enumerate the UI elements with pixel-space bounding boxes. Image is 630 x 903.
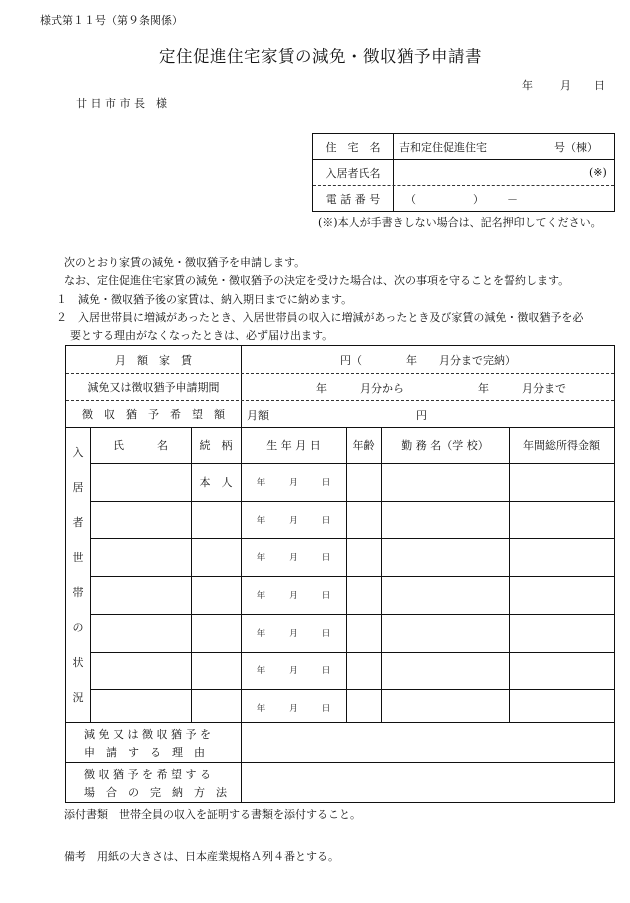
age-field[interactable]	[346, 501, 381, 539]
addressee: 廿 日 市 市 長 様	[76, 97, 167, 110]
dob-unit: 日	[321, 515, 331, 526]
household-vertical-char: 世	[72, 551, 84, 565]
workplace-field[interactable]	[381, 463, 509, 501]
phone-close: ）	[473, 192, 484, 206]
intro-text: 次のとおり家賃の減免・徴収猶予を申請します。	[64, 256, 306, 269]
household-vertical-char: 居	[72, 481, 84, 495]
period-label: 減免又は徴収猶予申請期間	[87, 380, 220, 394]
column-header: 続 柄	[199, 439, 233, 452]
income-field[interactable]	[509, 652, 614, 690]
relation-field[interactable]	[191, 538, 241, 576]
workplace-field[interactable]	[381, 501, 509, 539]
household-vertical-char: 入	[72, 446, 84, 460]
date-day-label: 日	[594, 79, 605, 92]
dob-field[interactable]	[241, 538, 346, 576]
reason-label-2: 申 請 す る 理 由	[84, 746, 205, 759]
income-field[interactable]	[509, 576, 614, 614]
name-label: 入居者氏名	[313, 160, 394, 185]
household-vertical-char: 者	[72, 516, 84, 530]
dob-unit: 月	[289, 666, 298, 677]
phone-number-field[interactable]	[525, 186, 605, 211]
address-field[interactable]: 吉和定住促進住宅	[399, 140, 487, 154]
column-header: 勤 務 名（学 校）	[401, 439, 489, 452]
dob-unit: 日	[321, 704, 331, 715]
dob-unit: 日	[321, 553, 331, 564]
name-field[interactable]	[90, 501, 191, 539]
rent-label: 月 額 家 賃	[115, 353, 192, 367]
relation-field[interactable]	[191, 501, 241, 539]
dob-field[interactable]	[241, 501, 346, 539]
name-field[interactable]	[90, 652, 191, 690]
date-month-label: 月	[560, 79, 571, 92]
pledge-text: なお、定住促進住宅家賃の減免・徴収猶予の決定を受けた場合は、次の事項を守ることを誓約します。	[64, 274, 570, 287]
name-field[interactable]	[395, 160, 585, 185]
household-vertical-char: の	[72, 620, 84, 634]
dob-unit: 月	[289, 553, 298, 564]
relation-field[interactable]	[191, 614, 241, 652]
date-year-label: 年	[522, 79, 533, 92]
household-vertical-char: 帯	[72, 585, 84, 599]
dob-unit: 年	[256, 704, 266, 715]
phone-open: （	[405, 192, 416, 206]
household-vertical-char: 状	[72, 655, 84, 669]
dob-unit: 日	[321, 590, 331, 601]
workplace-field[interactable]	[381, 538, 509, 576]
workplace-field[interactable]	[381, 614, 509, 652]
name-mark: (※)	[589, 166, 607, 179]
relation-field[interactable]	[191, 652, 241, 690]
dob-unit: 年	[256, 515, 266, 526]
dob-field[interactable]	[241, 614, 346, 652]
applicant-note: (※)本人が手書きしない場合は、記名押印してください。	[318, 216, 602, 229]
name-field[interactable]	[90, 463, 191, 501]
rent-field[interactable]: 円（ 年 月分まで完納）	[340, 353, 516, 367]
column-header: 年間総所得金額	[523, 439, 600, 452]
column-header: 生 年 月 日	[266, 439, 321, 452]
pledge-item-2: ２ 入居世帯員に増減があったとき、入居世帯員の収入に増減があったとき及び家賃の減免・徴収猶予を必	[56, 311, 584, 324]
column-header: 年齢	[352, 439, 375, 452]
dob-unit: 年	[256, 666, 266, 677]
age-field[interactable]	[346, 576, 381, 614]
dob-unit: 月	[289, 704, 298, 715]
phone-dash: －	[507, 192, 518, 206]
remark-note: 備考 用紙の大きさは、日本産業規格Ａ列４番とする。	[64, 850, 339, 863]
name-row	[313, 160, 614, 185]
desired-prefix: 月額	[247, 409, 269, 422]
desired-yen: 円	[416, 409, 427, 422]
workplace-field[interactable]	[381, 576, 509, 614]
address-suffix: 号（棟）	[554, 140, 598, 154]
application-table	[65, 345, 615, 803]
income-field[interactable]	[509, 463, 614, 501]
column-header: 氏 名	[113, 439, 168, 452]
name-field[interactable]	[90, 614, 191, 652]
period-to[interactable]: 年 月分まで	[478, 382, 566, 395]
pledge-item-2-cont: 要とする理由がなくなったときは、必ず届け出ます。	[70, 329, 334, 342]
dob-field[interactable]	[241, 652, 346, 690]
workplace-field[interactable]	[381, 652, 509, 690]
reason-label-1: 減 免 又 は 徴 収 猶 予 を	[84, 728, 211, 741]
age-field[interactable]	[346, 538, 381, 576]
dob-unit: 年	[256, 477, 266, 488]
dob-unit: 日	[321, 666, 331, 677]
phone-label: 電 話 番 号	[313, 186, 394, 211]
address-row	[313, 134, 614, 159]
age-field[interactable]	[346, 463, 381, 501]
phone-row	[313, 186, 614, 211]
dob-unit: 月	[289, 628, 298, 639]
pledge-item-1: １ 減免・徴収猶予後の家賃は、納入期日までに納めます。	[56, 293, 353, 306]
method-field[interactable]	[242, 763, 614, 802]
applicant-box	[312, 133, 615, 212]
relation-field[interactable]	[191, 576, 241, 614]
period-from[interactable]: 年 月分から	[316, 382, 404, 395]
desired-label: 徴 収 猶 予 希 望 額	[82, 407, 225, 421]
income-field[interactable]	[509, 614, 614, 652]
method-label-2: 場 合 の 完 納 方 法	[84, 786, 227, 799]
address-label: 住 宅 名	[313, 134, 394, 159]
method-label-1: 徴 収 猶 予 を 希 望 す る	[84, 768, 211, 781]
attachment-note: 添付書類 世帯全員の収入を証明する書類を添付すること。	[64, 808, 361, 821]
dob-unit: 年	[256, 628, 266, 639]
dob-unit: 日	[321, 628, 331, 639]
age-field[interactable]	[346, 652, 381, 690]
reason-field[interactable]	[242, 723, 614, 762]
page-title: 定住促進住宅家賃の減免・徴収猶予申請書	[159, 47, 482, 66]
dob-field[interactable]	[241, 463, 346, 501]
name-field[interactable]	[90, 576, 191, 614]
dob-unit: 月	[289, 590, 298, 601]
form-number: 様式第１１号（第９条関係）	[40, 14, 183, 27]
income-field[interactable]	[509, 538, 614, 576]
dob-unit: 年	[256, 553, 266, 564]
age-field[interactable]	[346, 614, 381, 652]
income-field[interactable]	[509, 501, 614, 539]
dob-unit: 日	[321, 477, 331, 488]
relation-field[interactable]: 本 人	[199, 475, 233, 489]
household-vertical-char: 況	[72, 690, 84, 704]
dob-field[interactable]	[241, 576, 346, 614]
dob-unit: 年	[256, 590, 266, 601]
dob-unit: 月	[289, 477, 298, 488]
phone-area-field[interactable]	[423, 186, 463, 211]
name-field[interactable]	[90, 538, 191, 576]
dob-unit: 月	[289, 515, 298, 526]
